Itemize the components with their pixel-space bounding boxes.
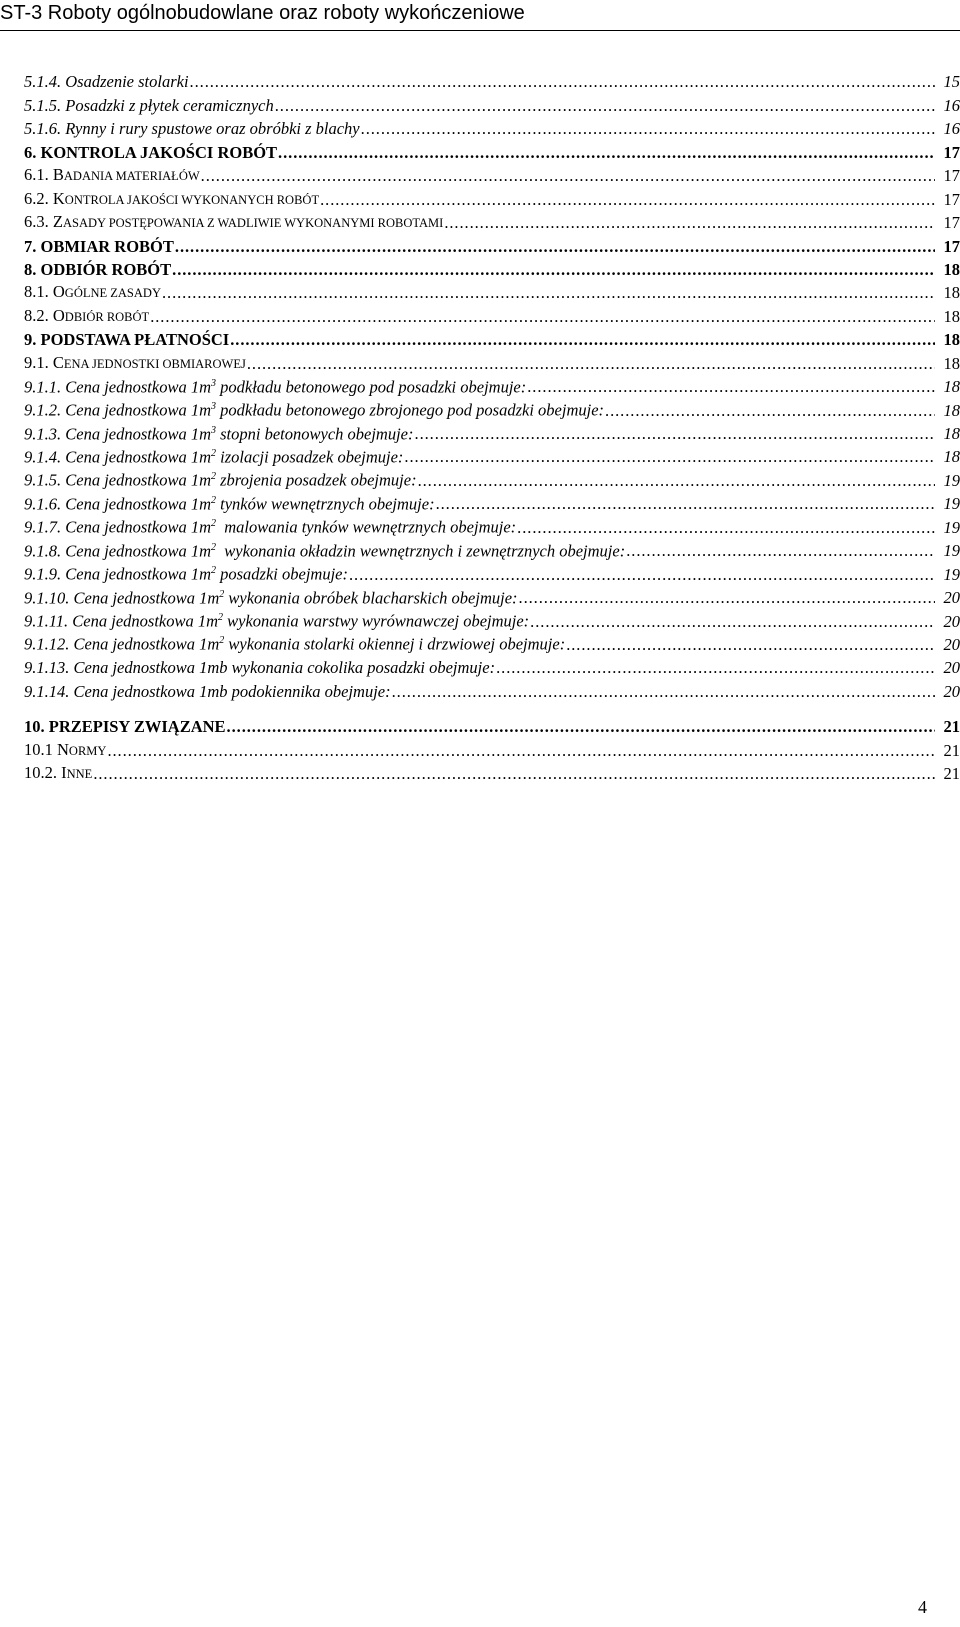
toc-dot-leader xyxy=(605,401,935,421)
toc-entry-page: 15 xyxy=(943,72,960,92)
toc-dot-leader xyxy=(392,682,935,702)
toc-entry[interactable] xyxy=(24,163,960,186)
toc-entry-title: Cena jednostkowa 1m xyxy=(65,447,211,467)
toc-entry-number: 10. xyxy=(24,717,45,737)
toc-entry-label xyxy=(24,119,360,139)
toc-entry-number: 9.1.8. xyxy=(24,541,62,561)
toc-entry-page: 17 xyxy=(943,142,960,162)
toc-entry-page: 18 xyxy=(943,424,960,443)
toc-dot-leader xyxy=(107,741,935,761)
toc-entry-title-rest: zbrojenia posadzek obejmuje: xyxy=(216,470,417,490)
toc-entry-page: 21 xyxy=(943,717,960,737)
toc-entry-title-rest: posadzki obejmuje: xyxy=(216,564,348,584)
toc-entry-title: ASADY POSTĘPOWANIA Z WADLIWIE WYKONANYMI ROBOTAMI xyxy=(62,216,444,231)
toc-entry-title: Cena jednostkowa 1m xyxy=(73,588,220,608)
toc-entry-title: ODBIÓR ROBÓT xyxy=(40,259,172,279)
toc-dot-leader xyxy=(418,471,935,491)
toc-entry-unit-exponent: 2 xyxy=(211,471,216,483)
toc-entry-title: Cena jednostkowa 1mb podokiennika obejmuje: xyxy=(73,681,391,701)
toc-entry[interactable] xyxy=(24,69,960,92)
toc-entry-title: Cena jednostkowa 1m xyxy=(73,634,220,654)
toc-dot-leader xyxy=(444,213,935,233)
toc-entry-page: 18 xyxy=(943,447,960,467)
toc-entry[interactable] xyxy=(24,350,960,373)
toc-entry-label xyxy=(24,717,226,737)
toc-entry-title: Cena jednostkowa 1m xyxy=(65,424,211,443)
toc-entry-number: 9.1.12. xyxy=(24,634,70,654)
toc-dot-leader xyxy=(349,565,935,585)
toc-dot-leader xyxy=(227,717,935,737)
toc-entry[interactable] xyxy=(24,327,960,350)
toc-dot-leader xyxy=(436,494,935,514)
toc-dot-leader xyxy=(519,588,935,608)
toc-entry-label xyxy=(24,421,414,445)
toc-entry-initial: N xyxy=(57,739,69,759)
toc-entry-label xyxy=(24,514,516,538)
toc-dot-leader xyxy=(175,237,935,257)
toc-entry-number: 9.1.4. xyxy=(24,447,62,467)
toc-entry[interactable] xyxy=(24,608,960,631)
toc-entry[interactable] xyxy=(24,374,960,397)
toc-dot-leader xyxy=(404,447,935,467)
toc-entry-label xyxy=(24,237,174,257)
toc-entry[interactable] xyxy=(24,186,960,209)
toc-entry-title: ONTROLA JAKOŚCI WYKONANYCH ROBÓT xyxy=(64,192,320,207)
toc-entry-page: 21 xyxy=(943,740,960,760)
toc-entry-initial: O xyxy=(52,282,65,302)
toc-entry[interactable] xyxy=(24,538,960,561)
toc-entry-title-rest: wykonania warstwy wyrównawczej obejmuje: xyxy=(223,611,530,631)
toc-entry-title: Cena jednostkowa 1m xyxy=(65,541,211,561)
toc-entry-page: 18 xyxy=(943,259,960,279)
toc-entry-page: 18 xyxy=(943,377,960,397)
toc-entry[interactable] xyxy=(24,210,960,233)
toc-entry-title: PODSTAWA PŁATNOŚCI xyxy=(40,330,230,350)
toc-entry-title: DBIÓR ROBÓT xyxy=(64,309,150,324)
toc-entry-label xyxy=(24,212,443,233)
toc-entry-unit-exponent: 3 xyxy=(211,424,216,436)
toc-dot-leader xyxy=(626,541,935,561)
toc-entry-number: 9.1.6. xyxy=(24,494,62,514)
toc-entry-initial: I xyxy=(61,763,67,783)
toc-entry-page: 21 xyxy=(943,764,960,784)
toc-entry[interactable] xyxy=(24,92,960,115)
toc-entry-number: 9.1.10. xyxy=(24,588,70,608)
toc-entry-page: 19 xyxy=(943,470,960,490)
toc-entry-label xyxy=(24,763,92,784)
toc-entry-unit-exponent: 3 xyxy=(211,401,216,413)
toc-entry-label xyxy=(24,467,417,491)
toc-entry-title-rest: stopni betonowych obejmuje: xyxy=(216,424,414,443)
toc-entry-number: 9.1.7. xyxy=(24,517,62,537)
toc-entry[interactable] xyxy=(24,761,960,784)
toc-entry-number: 10.2. xyxy=(24,763,57,783)
toc-entry-label xyxy=(24,608,529,632)
toc-entry-initial: Z xyxy=(52,212,63,232)
toc-entry-title: ENA JEDNOSTKI OBMIAROWEJ xyxy=(63,356,246,371)
toc-entry[interactable] xyxy=(24,714,960,737)
toc-entry-initial: O xyxy=(52,305,65,325)
toc-entry-number: 6. xyxy=(24,142,37,162)
toc-entry-title: OBMIAR ROBÓT xyxy=(40,236,174,256)
toc-entry-label xyxy=(24,96,274,116)
toc-entry-number: 10.1 xyxy=(24,739,53,759)
toc-entry-title: Cena jednostkowa 1m xyxy=(65,494,211,514)
toc-entry-page: 19 xyxy=(943,541,960,561)
toc-entry-label xyxy=(24,740,106,761)
toc-entry-page: 18 xyxy=(943,330,960,350)
toc-dot-leader xyxy=(275,96,935,116)
toc-dot-leader xyxy=(162,283,935,303)
toc-entry[interactable] xyxy=(24,491,960,514)
toc-entry-number: 9.1.1. xyxy=(24,377,62,397)
toc-dot-leader xyxy=(566,635,935,655)
toc-dot-leader xyxy=(496,658,935,678)
toc-entry-number: 6.3. xyxy=(24,212,49,232)
toc-entry-label xyxy=(24,306,149,327)
toc-entry-label xyxy=(24,538,625,562)
toc-entry-number: 6.1. xyxy=(24,165,49,185)
toc-entry-page: 20 xyxy=(943,611,960,631)
toc-entry-label xyxy=(24,282,161,303)
toc-entry-label xyxy=(24,682,391,702)
toc-entry[interactable] xyxy=(24,467,960,490)
toc-dot-leader xyxy=(190,72,935,92)
toc-entry-label xyxy=(24,397,604,421)
toc-entry-initial: B xyxy=(52,165,64,185)
toc-entry-number: 5.1.6. xyxy=(24,119,62,139)
toc-dot-leader xyxy=(172,260,935,280)
toc-entry-page: 18 xyxy=(943,306,960,326)
toc-entry-number: 9.1.14. xyxy=(24,681,70,701)
toc-entry-number: 9.1. xyxy=(24,352,49,372)
toc-entry-unit-exponent: 2 xyxy=(218,612,224,623)
toc-entry-number: 9. xyxy=(24,330,37,350)
toc-entry-title-rest: wykonania okładzin wewnętrznych i zewnętrznych obejmuje: xyxy=(216,541,626,561)
toc-entry-number: 5.1.5. xyxy=(24,95,62,115)
toc-entry-page: 17 xyxy=(943,236,960,256)
toc-entry-title: ORMY xyxy=(68,743,107,758)
toc-entry-unit-exponent: 2 xyxy=(219,588,225,600)
toc-entry-page: 18 xyxy=(943,283,960,303)
toc-entry[interactable] xyxy=(24,233,960,256)
toc-dot-leader xyxy=(278,143,935,163)
toc-entry-title: Cena jednostkowa 1mb wykonania cokolika posadzki obejmuje: xyxy=(73,658,496,678)
toc-entry-page: 18 xyxy=(943,353,960,373)
toc-entry-number: 6.2. xyxy=(24,188,49,208)
toc-entry[interactable] xyxy=(24,655,960,678)
toc-entry[interactable] xyxy=(24,397,960,420)
toc-dot-leader xyxy=(93,764,935,784)
toc-entry-number: 9.1.9. xyxy=(24,564,62,584)
toc-entry-title: Cena jednostkowa 1m xyxy=(65,517,211,537)
toc-entry-unit-exponent: 2 xyxy=(219,635,225,647)
toc-entry-label xyxy=(24,561,348,585)
toc-entry-label xyxy=(24,165,200,186)
toc-entry-title: KONTROLA JAKOŚCI ROBÓT xyxy=(40,142,278,162)
toc-entry-title: Rynny i rury spustowe oraz obróbki z blachy xyxy=(65,119,360,139)
toc-entry-page: 20 xyxy=(943,681,960,701)
toc-entry-number: 9.1.11. xyxy=(24,611,69,631)
page-header xyxy=(0,0,960,24)
toc-entry-title-rest: malowania tynków wewnętrznych obejmuje: xyxy=(216,517,517,537)
toc-entry-page: 20 xyxy=(943,658,960,678)
toc-entry-label xyxy=(24,330,229,350)
toc-entry-label xyxy=(24,658,495,678)
toc-entry-page: 16 xyxy=(943,119,960,139)
toc-entry[interactable] xyxy=(24,257,960,280)
toc-entry-page: 19 xyxy=(943,564,960,584)
page-number: 4 xyxy=(918,1597,927,1617)
toc-entry-label xyxy=(24,585,518,609)
toc-entry[interactable] xyxy=(24,303,960,326)
toc-entry-title: Cena jednostkowa 1m xyxy=(65,564,211,584)
toc-entry[interactable] xyxy=(24,737,960,760)
toc-dot-leader xyxy=(230,330,935,350)
toc-entry-title: GÓLNE ZASADY xyxy=(64,286,161,301)
toc-entry[interactable] xyxy=(24,421,960,444)
toc-entry-title-rest: podkładu betonowego pod posadzki obejmuje: xyxy=(216,377,527,397)
toc-entry-page: 19 xyxy=(943,494,960,514)
toc-entry-unit-exponent: 2 xyxy=(211,518,216,530)
toc-dot-leader xyxy=(361,119,935,139)
toc-entry[interactable] xyxy=(24,585,960,608)
toc-entry-title-rest: izolacji posadzek obejmuje: xyxy=(216,447,404,467)
toc-entry[interactable] xyxy=(24,139,960,162)
toc-dot-leader xyxy=(150,307,935,327)
toc-entry-page: 18 xyxy=(943,400,960,420)
toc-entry-number: 5.1.4. xyxy=(24,72,62,92)
toc-dot-leader xyxy=(320,190,935,210)
toc-entry-label xyxy=(24,143,277,163)
toc-entry-number: 7. xyxy=(24,236,37,256)
toc-entry-title: Cena jednostkowa 1m xyxy=(65,377,211,397)
toc-entry[interactable] xyxy=(24,561,960,584)
document-title: ST-3 Roboty ogólnobudowlane oraz roboty wykończeniowe xyxy=(0,2,525,24)
toc-entry-number: 8.2. xyxy=(24,305,49,325)
toc-entry-title: Posadzki z płytek ceramicznych xyxy=(65,95,274,115)
table-of-contents xyxy=(24,69,960,784)
toc-entry-label xyxy=(24,260,171,280)
toc-entry-page: 20 xyxy=(943,588,960,608)
toc-dot-leader xyxy=(530,612,935,632)
toc-entry[interactable] xyxy=(24,116,960,139)
toc-entry-unit-exponent: 3 xyxy=(211,377,216,389)
toc-entry-page: 16 xyxy=(943,95,960,115)
toc-entry-label xyxy=(24,631,565,655)
toc-entry-title-rest: podkładu betonowego zbrojonego pod posadzki obejmuje: xyxy=(216,400,605,420)
toc-entry-label xyxy=(24,72,189,92)
toc-entry-title: NNE xyxy=(66,767,93,782)
toc-entry[interactable] xyxy=(24,678,960,701)
toc-entry-number: 8.1. xyxy=(24,282,49,302)
toc-entry-page: 17 xyxy=(943,166,960,186)
toc-dot-leader xyxy=(517,518,935,538)
toc-entry-number: 9.1.2. xyxy=(24,400,62,420)
toc-entry-initial: K xyxy=(52,188,65,208)
toc-entry-title-rest: wykonania obróbek blacharskich obejmuje: xyxy=(224,588,518,608)
toc-entry-title-rest: tynków wewnętrznych obejmuje: xyxy=(216,494,435,514)
toc-entry-label xyxy=(24,189,319,210)
toc-dot-leader xyxy=(527,377,935,397)
toc-entry-page: 17 xyxy=(943,213,960,233)
toc-entry-title: Cena jednostkowa 1m xyxy=(65,400,211,420)
toc-dot-leader xyxy=(201,166,935,186)
toc-entry-title: Cena jednostkowa 1m xyxy=(65,470,211,490)
toc-entry-number: 9.1.5. xyxy=(24,470,62,490)
toc-entry-title: ADANIA MATERIAŁÓW xyxy=(63,169,200,184)
toc-entry-initial: C xyxy=(52,352,64,372)
toc-entry-number: 9.1.13. xyxy=(24,658,70,678)
toc-entry-label xyxy=(24,444,403,468)
toc-entry-unit-exponent: 2 xyxy=(211,565,216,577)
toc-entry-unit-exponent: 2 xyxy=(211,447,216,459)
toc-entry-unit-exponent: 2 xyxy=(211,494,216,506)
toc-entry[interactable] xyxy=(24,444,960,467)
toc-entry-title-rest: wykonania stolarki okiennej i drzwiowej obejmuje: xyxy=(224,634,566,654)
toc-entry[interactable] xyxy=(24,280,960,303)
toc-entry-label xyxy=(24,353,246,374)
toc-entry-page: 17 xyxy=(943,189,960,209)
toc-entry-label xyxy=(24,491,435,515)
toc-entry-title: PRZEPISY ZWIĄZANE xyxy=(48,717,226,737)
toc-entry-number: 9.1.3. xyxy=(24,424,62,443)
toc-dot-leader xyxy=(247,354,935,374)
toc-entry-title: Cena jednostkowa 1m xyxy=(72,611,219,631)
toc-entry-page: 19 xyxy=(943,517,960,537)
toc-entry-unit-exponent: 2 xyxy=(211,541,216,553)
toc-entry-number: 8. xyxy=(24,259,37,279)
header-divider xyxy=(0,30,960,31)
toc-dot-leader xyxy=(415,424,935,444)
toc-entry-title: Osadzenie stolarki xyxy=(65,72,189,92)
toc-entry[interactable] xyxy=(24,514,960,537)
toc-entry-page: 20 xyxy=(943,634,960,654)
toc-entry-label xyxy=(24,374,526,398)
toc-entry[interactable] xyxy=(24,632,960,655)
